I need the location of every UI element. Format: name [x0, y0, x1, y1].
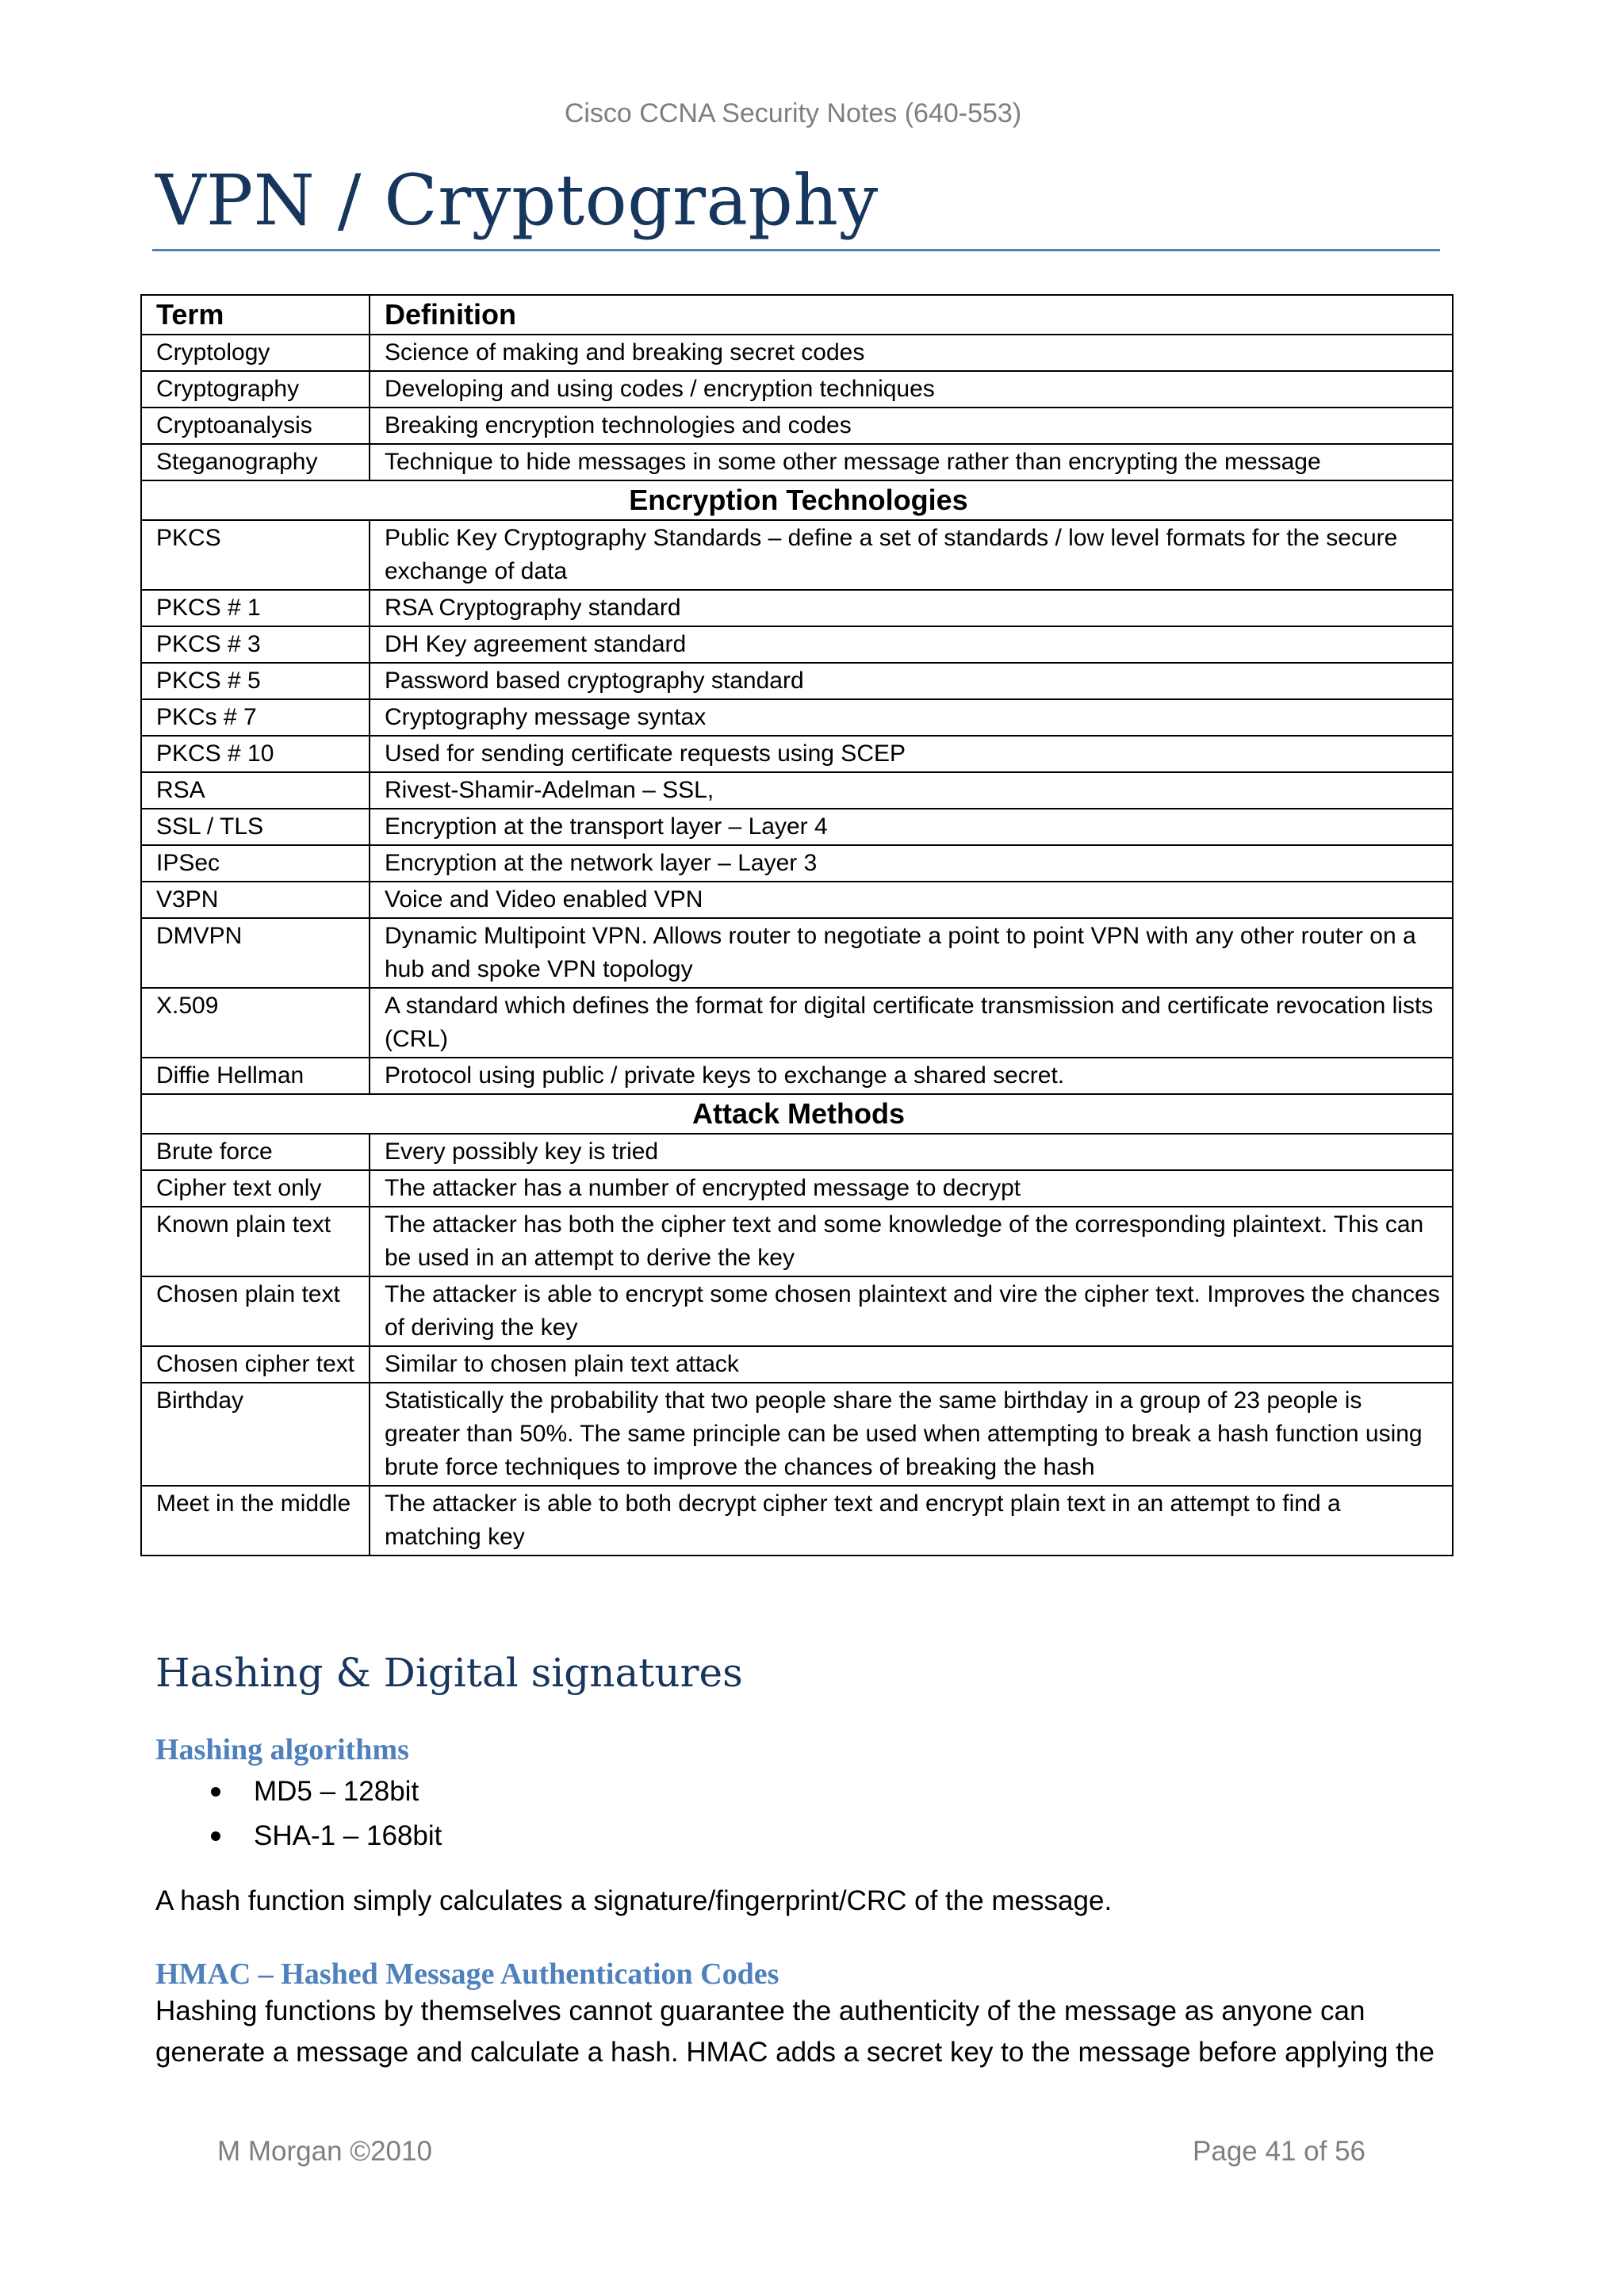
definition-cell: Public Key Cryptography Standards – define a set of standards / low level formats for the secure exchange of data: [370, 520, 1453, 590]
table-row: [141, 371, 1453, 408]
definition-cell: The attacker has both the cipher text and some knowledge of the corresponding plaintext. This can be used in an attempt to derive the key: [370, 1207, 1453, 1276]
bullet-icon: [211, 1831, 220, 1841]
table-section-row: [141, 480, 1453, 520]
definition-cell: The attacker is able to both decrypt cipher text and encrypt plain text in an attempt to find a matching key: [370, 1486, 1453, 1556]
table-row: [141, 1486, 1453, 1556]
table-row: [141, 809, 1453, 845]
table-row: [141, 1346, 1453, 1383]
definition-cell: Technique to hide messages in some other message rather than encrypting the message: [370, 444, 1453, 480]
term-cell: Chosen cipher text: [141, 1346, 370, 1383]
list-item-text: SHA-1 – 168bit: [254, 1820, 442, 1851]
definition-cell: Used for sending certificate requests using SCEP: [370, 736, 1453, 772]
list-item: [155, 1770, 442, 1814]
subheading-hashing-algorithms: Hashing algorithms: [155, 1733, 409, 1766]
term-cell: PKCS # 10: [141, 736, 370, 772]
table-row: [141, 845, 1453, 882]
hash-function-paragraph: A hash function simply calculates a signature/fingerprint/CRC of the message.: [155, 1885, 1113, 1916]
table-row: [141, 1207, 1453, 1276]
term-cell: Cryptoanalysis: [141, 408, 370, 444]
hashing-algorithms-list: [155, 1770, 442, 1858]
term-cell: Birthday: [141, 1383, 370, 1486]
definition-cell: Cryptography message syntax: [370, 699, 1453, 736]
table-header-row: [141, 295, 1453, 335]
table-row: [141, 736, 1453, 772]
term-cell: PKCS # 1: [141, 590, 370, 626]
definition-cell: The attacker is able to encrypt some chosen plaintext and vire the cipher text. Improves the chances of deriving the key: [370, 1276, 1453, 1346]
footer-page-number: Page 41 of 56: [1193, 2136, 1365, 2167]
table-row: [141, 918, 1453, 988]
list-item-text: MD5 – 128bit: [254, 1776, 419, 1807]
definition-cell: Dynamic Multipoint VPN. Allows router to negotiate a point to point VPN with any other router on a hub and spoke VPN topology: [370, 918, 1453, 988]
table-row: [141, 988, 1453, 1058]
definition-cell: Every possibly key is tried: [370, 1134, 1453, 1170]
header-definition: Definition: [370, 295, 1453, 335]
definition-cell: Developing and using codes / encryption techniques: [370, 371, 1453, 408]
definitions-table: [140, 294, 1454, 1556]
title-underline: [152, 249, 1440, 251]
definition-cell: Science of making and breaking secret codes: [370, 335, 1453, 371]
definitions-table-body: [141, 335, 1453, 1556]
footer-author: M Morgan ©2010: [217, 2136, 432, 2167]
definition-cell: Rivest-Shamir-Adelman – SSL,: [370, 772, 1453, 809]
definition-cell: Protocol using public / private keys to exchange a shared secret.: [370, 1058, 1453, 1094]
section-heading-hashing: Hashing & Digital signatures: [155, 1650, 743, 1696]
table-row: [141, 882, 1453, 918]
table-row: [141, 1134, 1453, 1170]
table-row: [141, 335, 1453, 371]
subheading-hmac: HMAC – Hashed Message Authentication Codes: [155, 1957, 779, 1991]
definition-cell: A standard which defines the format for digital certificate transmission and certificate revocation lists (CRL): [370, 988, 1453, 1058]
table-row: [141, 663, 1453, 699]
definition-cell: Statistically the probability that two people share the same birthday in a group of 23 people is greater than 50%. The same principle can be used when attempting to break a hash function using brute force techniques to improve the chances of breaking the hash: [370, 1383, 1453, 1486]
term-cell: DMVPN: [141, 918, 370, 988]
term-cell: Known plain text: [141, 1207, 370, 1276]
term-cell: PKCs # 7: [141, 699, 370, 736]
definition-cell: Password based cryptography standard: [370, 663, 1453, 699]
table-row: [141, 590, 1453, 626]
term-cell: Cryptography: [141, 371, 370, 408]
term-cell: Cryptology: [141, 335, 370, 371]
term-cell: Brute force: [141, 1134, 370, 1170]
table-row: [141, 1058, 1453, 1094]
table-row: [141, 408, 1453, 444]
table-section-heading: Encryption Technologies: [141, 480, 1453, 520]
table-row: [141, 1276, 1453, 1346]
term-cell: Cipher text only: [141, 1170, 370, 1207]
term-cell: PKCS # 3: [141, 626, 370, 663]
table-row: [141, 699, 1453, 736]
term-cell: V3PN: [141, 882, 370, 918]
table-row: [141, 626, 1453, 663]
definition-cell: Similar to chosen plain text attack: [370, 1346, 1453, 1383]
term-cell: PKCS # 5: [141, 663, 370, 699]
list-item: [155, 1814, 442, 1858]
table-row: [141, 1383, 1453, 1486]
running-header: Cisco CCNA Security Notes (640-553): [564, 98, 1022, 128]
term-cell: RSA: [141, 772, 370, 809]
table-row: [141, 772, 1453, 809]
term-cell: Meet in the middle: [141, 1486, 370, 1556]
definition-cell: RSA Cryptography standard: [370, 590, 1453, 626]
term-cell: IPSec: [141, 845, 370, 882]
definition-cell: Encryption at the transport layer – Layer 4: [370, 809, 1453, 845]
table-row: [141, 444, 1453, 480]
term-cell: Steganography: [141, 444, 370, 480]
page-title: VPN / Cryptography: [155, 159, 879, 241]
term-cell: X.509: [141, 988, 370, 1058]
table-row: [141, 1170, 1453, 1207]
term-cell: Diffie Hellman: [141, 1058, 370, 1094]
header-term: Term: [141, 295, 370, 335]
table-section-row: [141, 1094, 1453, 1134]
definition-cell: DH Key agreement standard: [370, 626, 1453, 663]
definition-cell: The attacker has a number of encrypted message to decrypt: [370, 1170, 1453, 1207]
definition-cell: Encryption at the network layer – Layer 3: [370, 845, 1453, 882]
hmac-paragraph: Hashing functions by themselves cannot guarantee the authenticity of the message as anyone can generate a message and calculate a hash. HMAC adds a secret key to the message before applying the: [155, 1996, 1434, 2068]
term-cell: PKCS: [141, 520, 370, 590]
table-section-heading: Attack Methods: [141, 1094, 1453, 1134]
bullet-icon: [211, 1787, 220, 1797]
term-cell: SSL / TLS: [141, 809, 370, 845]
term-cell: Chosen plain text: [141, 1276, 370, 1346]
definition-cell: Breaking encryption technologies and codes: [370, 408, 1453, 444]
definition-cell: Voice and Video enabled VPN: [370, 882, 1453, 918]
table-row: [141, 520, 1453, 590]
